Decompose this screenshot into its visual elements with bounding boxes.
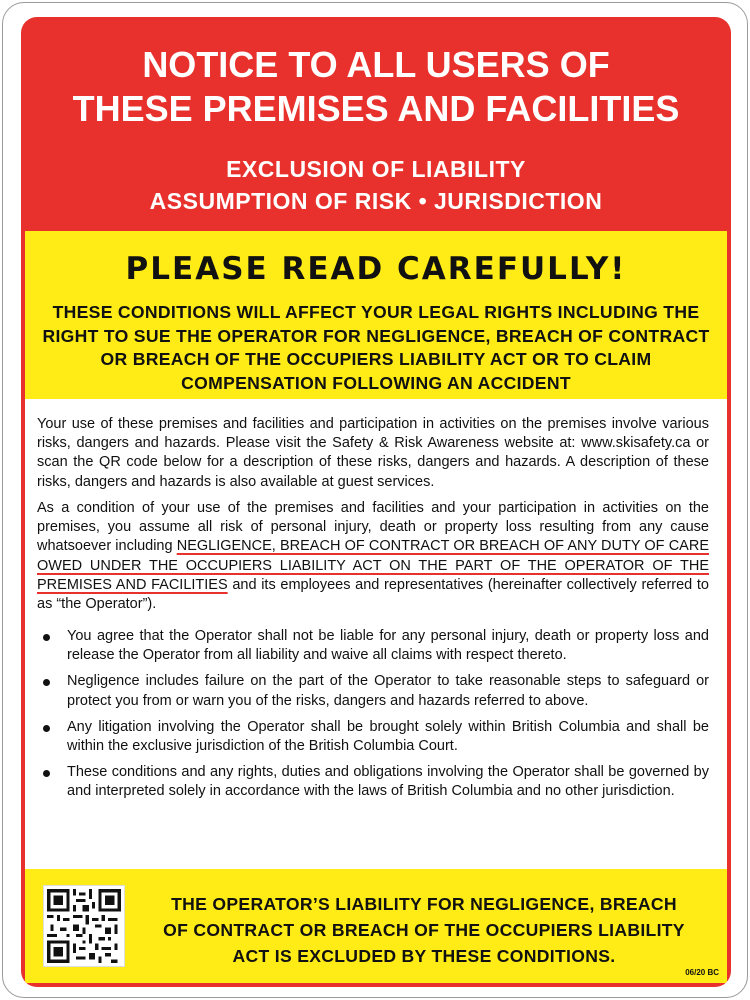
exclusion-statement xyxy=(129,891,719,969)
title-line-1: NOTICE TO ALL USERS OF xyxy=(142,44,610,85)
bullet-icon xyxy=(43,770,50,777)
liability-notice-sign xyxy=(2,2,748,998)
bullet-icon xyxy=(43,679,50,686)
qr-code-icon[interactable] xyxy=(43,885,125,967)
assumption-text-end: and its employees and representatives (hereinafter collectively referred to as “the Operator”). xyxy=(37,576,709,613)
list-item xyxy=(37,763,709,801)
notice-title xyxy=(21,43,731,131)
conditions-list xyxy=(37,627,709,809)
subtitle-line-1: EXCLUSION OF LIABILITY xyxy=(226,156,526,182)
list-item xyxy=(37,718,709,756)
list-item xyxy=(37,627,709,665)
risk-paragraph: Your use of these premises and facilities and participation in activities on the premises involve various risks, dangers and hazards. Please visit the Safety & Risk Awareness website at: www.skisafety.ca or scan the QR code below for a description of these risks, dangers and hazards. A description of these risks, dangers and hazards is also available at guest services. xyxy=(37,416,709,490)
exclusion-line-2: OF CONTRACT OR BREACH OF THE OCCUPIERS LIABILITY xyxy=(163,920,685,940)
notice-header xyxy=(21,17,731,231)
bullet-icon xyxy=(43,634,50,641)
sign-code: 06/20 BC xyxy=(685,968,719,977)
bullet-icon xyxy=(43,725,50,732)
list-item-text: You agree that the Operator shall not be liable for any personal injury, death or property loss and release the Operator from all liability and waive all claims with respect thereto. xyxy=(67,628,709,664)
list-item-text: Negligence includes failure on the part of the Operator to take reasonable steps to safeguard or protect you from or warn you of the risks, dangers and hazards referred to above. xyxy=(67,673,709,709)
assumption-text-start: As a condition of your use of the premises and facilities and your participation in activities on the premises, you assume all risk of personal injury, death or property loss resulting from any cause whatsoever including xyxy=(37,500,709,555)
warning-block xyxy=(25,231,727,399)
notice-subtitle xyxy=(21,153,731,217)
assumption-text-underlined: NEGLIGENCE, BREACH OF CONTRACT OR BREACH OF ANY DUTY OF CARE OWED UNDER THE OCCUPIERS LIABILITY ACT ON THE PART OF THE OPERATOR OF THE PREMISES AND FACILITIES xyxy=(37,538,709,593)
list-item xyxy=(37,672,709,710)
warning-headline: PLEASE READ CAREFULLY! xyxy=(125,251,627,287)
subtitle-line-2: ASSUMPTION OF RISK • JURISDICTION xyxy=(149,188,603,214)
exclusion-footer xyxy=(25,869,727,983)
exclusion-line-1: THE OPERATOR’S LIABILITY FOR NEGLIGENCE, BREACH xyxy=(171,894,677,914)
assumption-paragraph xyxy=(37,499,709,614)
list-item-text: Any litigation involving the Operator shall be brought solely within British Columbia and shall be within the exclusive jurisdiction of the British Columbia Court. xyxy=(67,718,709,755)
red-frame xyxy=(21,17,731,987)
exclusion-line-3: ACT IS EXCLUDED BY THESE CONDITIONS. xyxy=(232,946,616,966)
title-line-2: THESE PREMISES AND FACILITIES xyxy=(72,88,680,129)
warning-text: THESE CONDITIONS WILL AFFECT YOUR LEGAL RIGHTS INCLUDING THE RIGHT TO SUE THE OPERATOR FOR NEGLIGENCE, BREACH OF CONTRACT OR BREACH OF THE OCCUPIERS LIABILITY ACT OR TO CLAIM COMPENSATION FOLLOWING AN ACCIDENT xyxy=(42,302,710,393)
conditions-body xyxy=(25,399,727,869)
list-item-text: These conditions and any rights, duties and obligations involving the Operator shall be governed by and interpreted solely in accordance with the laws of British Columbia and no other jurisdiction. xyxy=(67,764,709,800)
